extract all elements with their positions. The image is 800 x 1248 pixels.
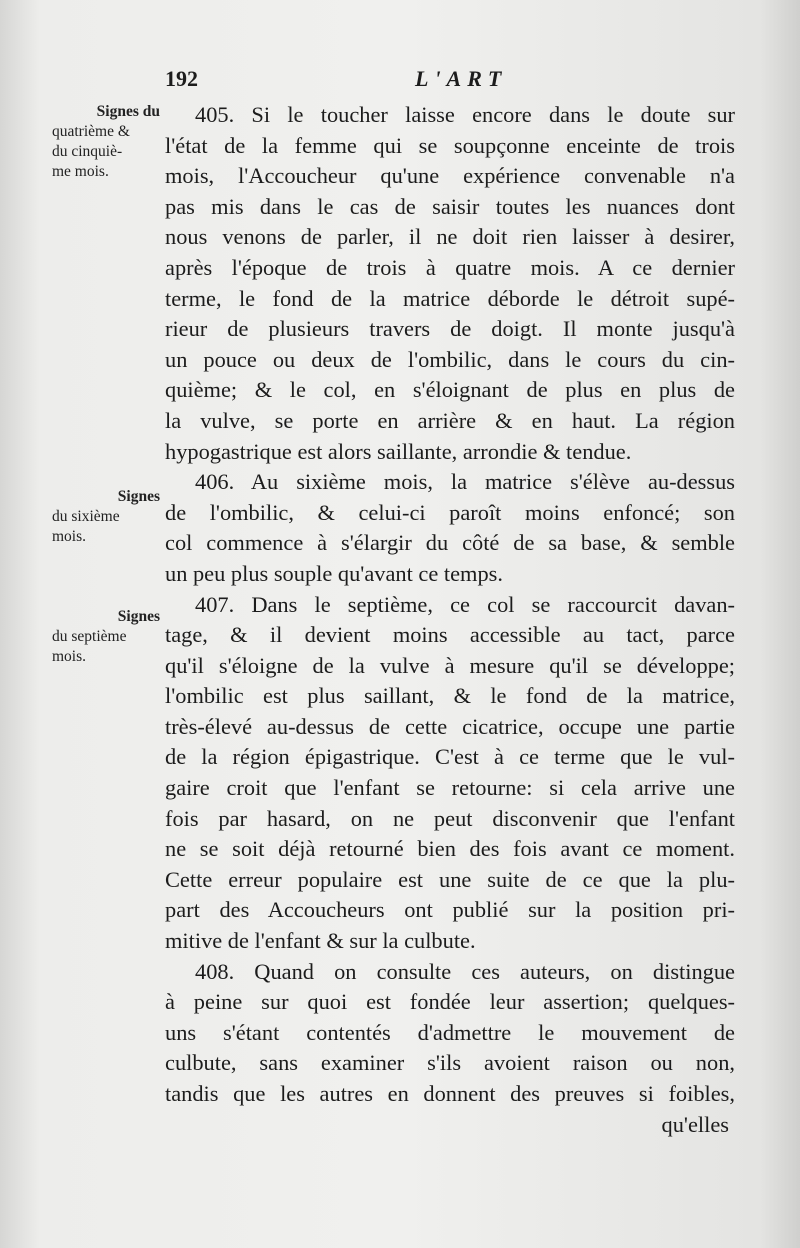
margin-note-line: du septième [52, 628, 127, 645]
text-line: 408. Quand on consulte ces auteurs, on distingue [195, 958, 735, 984]
text-line: un peu plus souple qu'avant ce temps. [165, 560, 503, 586]
text-line: ne se soit déjà retourné bien des fois avant ce moment. [165, 836, 735, 862]
text-line: l'état de la femme qui se soupçonne enceinte de trois [165, 132, 735, 158]
running-title: L'ART [415, 66, 508, 91]
text-line: tandis que les autres en donnent des preuves si foibles, [165, 1081, 735, 1106]
text-line: fois par hasard, on ne peut disconvenir que l'enfant [165, 805, 735, 831]
text-line: 406. Au sixième mois, la matrice s'élève au-dessus [195, 469, 735, 495]
text-line: la vulve, se porte en arrière & en haut. La région [165, 407, 735, 433]
text-line: un pouce ou deux de l'ombilic, dans le cours du cin- [165, 346, 735, 372]
text-line: 405. Si le toucher laisse encore dans le doute sur [195, 102, 735, 127]
text-line: tage, & il devient moins accessible au tact, parce [165, 622, 735, 648]
paragraph-405 [165, 100, 735, 467]
margin-note-line: Signes [117, 488, 160, 505]
body-text [165, 100, 735, 1140]
text-line: après l'époque de trois à quatre mois. A ce dernier [165, 254, 735, 280]
margin-note-sixth-month [52, 487, 164, 547]
margin-note-line: mois. [52, 528, 87, 545]
text-line: à peine sur quoi est fondée leur assertion; quelques- [165, 989, 735, 1015]
text-line: uns s'étant contentés d'admettre le mouvement de [165, 1019, 735, 1045]
running-header [165, 66, 735, 96]
text-line: gaire croit que l'enfant se retourne: si cela arrive une [165, 775, 735, 801]
margin-note-line: du cinquiè- [52, 143, 123, 160]
text-line: Cette erreur populaire est une suite de ce que la plu- [165, 866, 735, 892]
text-line: mitive de l'enfant & sur la culbute. [165, 928, 476, 954]
margin-note-seventh-month [52, 607, 164, 667]
text-line: quième; & le col, en s'éloignant de plus en plus de [165, 377, 735, 403]
paragraph-408 [165, 957, 735, 1110]
text-line: 407. Dans le septième, ce col se raccourcit davan- [195, 591, 735, 617]
text-line: nous venons de parler, il ne doit rien laisser à desirer, [165, 224, 735, 250]
margin-note-line: Signes du [96, 103, 160, 120]
text-line: mois, l'Accoucheur qu'une expérience convenable n'a [165, 163, 735, 189]
text-line: culbute, sans examiner s'ils avoient raison ou non, [165, 1050, 735, 1076]
text-line: qu'il s'éloigne de la vulve à mesure qu'il se développe; [165, 652, 735, 678]
page-number: 192 [165, 66, 198, 91]
text-line: col commence à s'élargir du côté de sa base, & semble [165, 530, 735, 556]
text-line: de la région épigastrique. C'est à ce terme que le vul- [165, 744, 735, 770]
text-line: très-élevé au-dessus de cette cicatrice, occupe une partie [165, 713, 735, 739]
text-line: rieur de plusieurs travers de doigt. Il monte jusqu'à [165, 316, 735, 342]
text-line: part des Accoucheurs ont publié sur la position pri- [165, 897, 735, 923]
catchword: qu'elles [661, 1111, 729, 1137]
margin-note-line: quatrième & [52, 123, 130, 140]
margin-note-line: Signes [117, 608, 160, 625]
margin-note-line: me mois. [52, 163, 109, 180]
margin-note-line: mois. [52, 648, 87, 665]
paragraph-406 [165, 467, 735, 589]
text-line: de l'ombilic, & celui-ci paroît moins enfoncé; son [165, 499, 735, 525]
paragraph-407 [165, 590, 735, 957]
margin-note-line: du sixième [52, 508, 120, 525]
text-line: l'ombilic est plus saillant, & le fond de la matrice, [165, 683, 735, 709]
text-line: pas mis dans le cas de saisir toutes les nuances dont [165, 193, 735, 219]
text-line: terme, le fond de la matrice déborde le détroit supé- [165, 285, 735, 311]
margin-note-fourth-fifth-month [52, 102, 164, 182]
text-line: hypogastrique est alors saillante, arrondie & tendue. [165, 438, 632, 464]
